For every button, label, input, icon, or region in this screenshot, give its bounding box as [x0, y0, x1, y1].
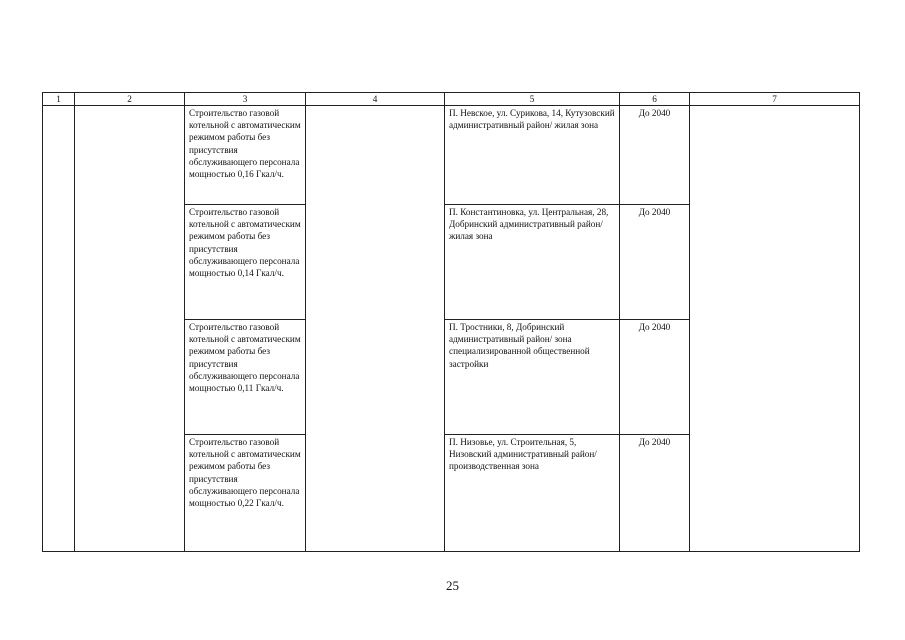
cell-col2 — [75, 106, 185, 552]
column-number-4: 4 — [306, 93, 445, 106]
column-number-2: 2 — [75, 93, 185, 106]
table-row — [43, 106, 860, 205]
deadline-cell: До 2040 — [620, 205, 690, 320]
object-cell: Строительство газовой котельной с автоматическим режимом работы без присутствия обслуживающего персонала мощностью 0,16 Гкал/ч. — [185, 106, 306, 205]
location-cell: П. Тростники, 8, Добринский административный район/ зона специализированной общественной застройки — [445, 320, 620, 435]
column-number-5: 5 — [445, 93, 620, 106]
location-cell: П. Невское, ул. Сурикова, 14, Кутузовский административный район/ жилая зона — [445, 106, 620, 205]
cell-col7 — [690, 106, 860, 552]
column-number-6: 6 — [620, 93, 690, 106]
column-number-3: 3 — [185, 93, 306, 106]
column-number-row — [43, 93, 860, 106]
object-cell: Строительство газовой котельной с автоматическим режимом работы без присутствия обслуживающего персонала мощностью 0,11 Гкал/ч. — [185, 320, 306, 435]
deadline-cell: До 2040 — [620, 320, 690, 435]
page-number: 25 — [446, 578, 459, 593]
document-table — [42, 92, 860, 552]
cell-col4 — [306, 106, 445, 552]
object-cell: Строительство газовой котельной с автоматическим режимом работы без присутствия обслуживающего персонала мощностью 0,22 Гкал/ч. — [185, 435, 306, 552]
deadline-cell: До 2040 — [620, 106, 690, 205]
location-cell: П. Низовье, ул. Строительная, 5, Низовский административный район/ производственная зона — [445, 435, 620, 552]
deadline-cell: До 2040 — [620, 435, 690, 552]
column-number-7: 7 — [690, 93, 860, 106]
object-cell: Строительство газовой котельной с автоматическим режимом работы без присутствия обслуживающего персонала мощностью 0,14 Гкал/ч. — [185, 205, 306, 320]
location-cell: П. Константиновка, ул. Центральная, 28, Добринский административный район/ жилая зона — [445, 205, 620, 320]
column-number-1: 1 — [43, 93, 75, 106]
cell-col1 — [43, 106, 75, 552]
